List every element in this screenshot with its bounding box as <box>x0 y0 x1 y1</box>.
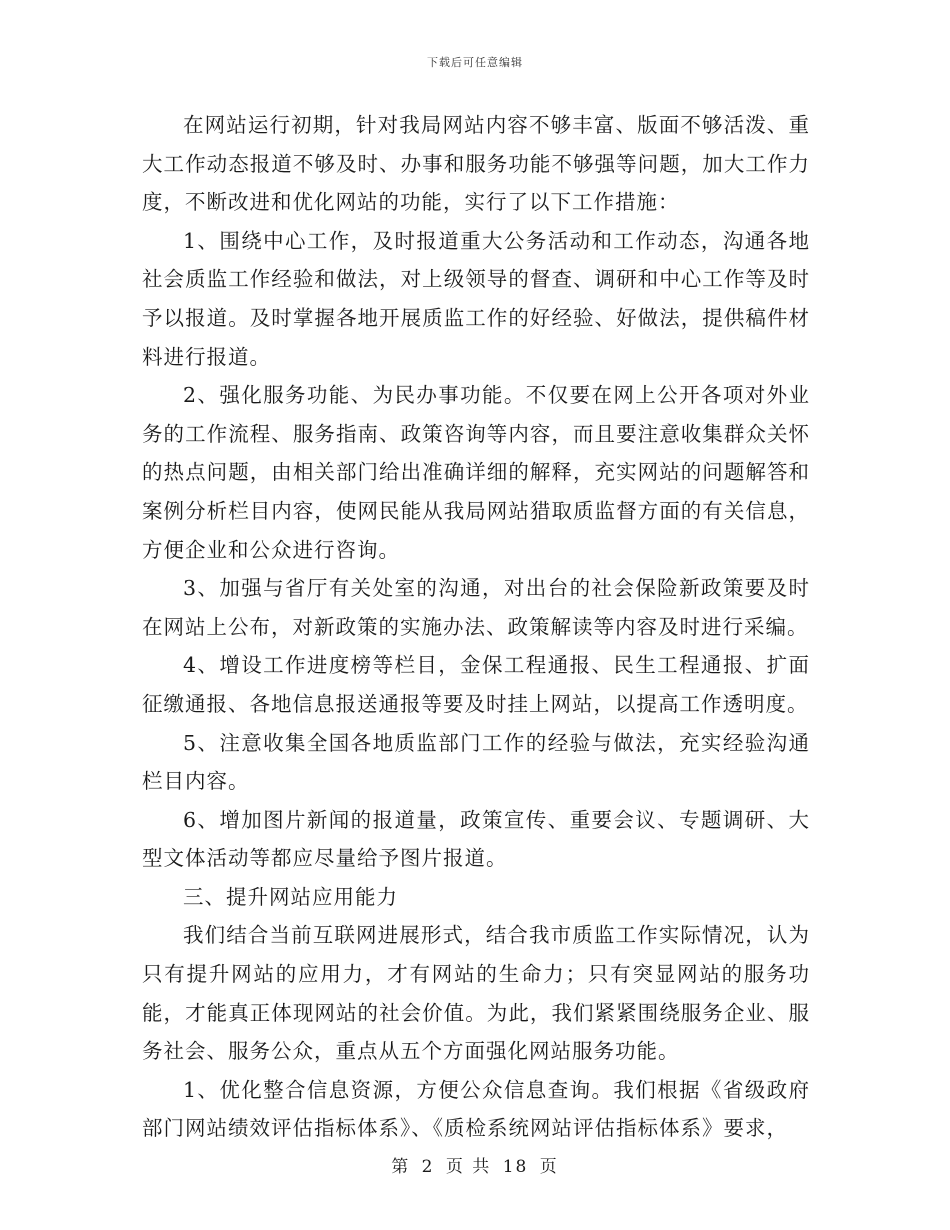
paragraph-item-1: 1、围绕中心工作，及时报道重大公务活动和工作动态，沟通各地社会质监工作经验和做法，对上级领导的督查、调研和中心工作等及时予以报道。及时掌握各地开展质监工作的好经验、好做法，提供稿件材料进行报道。 <box>142 228 810 369</box>
footer-prefix: 第 <box>391 1157 411 1177</box>
footer-middle: 页 共 <box>445 1157 492 1177</box>
paragraph-intro: 在网站运行初期，针对我局网站内容不够丰富、版面不够活泼、重大工作动态报道不够及时、办事和服务功能不够强等问题，加大工作力度，不断改进和优化网站的功能，实行了以下工作措施： <box>142 113 810 215</box>
paragraph-item-2: 2、强化服务功能、为民办事功能。不仅要在网上公开各项对外业务的工作流程、服务指南、政策咨询等内容，而且要注意收集群众关怀的热点问题，由相关部门给出准确详细的解释，充实网站的问题解答和案例分析栏目内容，使网民能从我局网站猎取质监督方面的有关信息，方便企业和公众进行咨询。 <box>142 383 810 562</box>
paragraph-item-6: 6、增加图片新闻的报道量，政策宣传、重要会议、专题调研、大型文体活动等都应尽量给予图片报道。 <box>142 807 810 871</box>
footer-total-pages: 18 <box>502 1157 529 1177</box>
paragraph-item-4: 4、增设工作进度榜等栏目，金保工程通报、民生工程通报、扩面征缴通报、各地信息报送通报等要及时挂上网站，以提高工作透明度。 <box>142 653 810 716</box>
section-heading-3: 三、提升网站应用能力 <box>183 884 398 909</box>
footer-suffix: 页 <box>539 1157 559 1177</box>
page-number-footer <box>0 1152 950 1177</box>
paragraph-item-5: 5、注意收集全国各地质监部门工作的经验与做法，充实经验沟通栏目内容。 <box>142 730 810 794</box>
document-body <box>142 106 810 1148</box>
paragraph-section-3-intro: 我们结合当前互联网进展形式，结合我市质监工作实际情况，认为只有提升网站的应用力，才有网站的生命力；只有突显网站的服务功能，才能真正体现网站的社会价值。为此，我们紧紧围绕服务企业、服务社会、服务公众，重点从五个方面强化网站服务功能。 <box>142 923 810 1064</box>
page-header-note: 下载后可任意编辑 <box>427 56 523 69</box>
paragraph-section-3-item-1: 1、优化整合信息资源，方便公众信息查询。我们根据《省级政府部门网站绩效评估指标体系》、《质检系统网站评估指标体系》要求， <box>142 1077 810 1141</box>
footer-current-page: 2 <box>421 1157 435 1177</box>
paragraph-item-3: 3、加强与省厅有关处室的沟通，对出台的社会保险新政策要及时在网站上公布，对新政策的实施办法、政策解读等内容及时进行采编。 <box>142 576 810 639</box>
